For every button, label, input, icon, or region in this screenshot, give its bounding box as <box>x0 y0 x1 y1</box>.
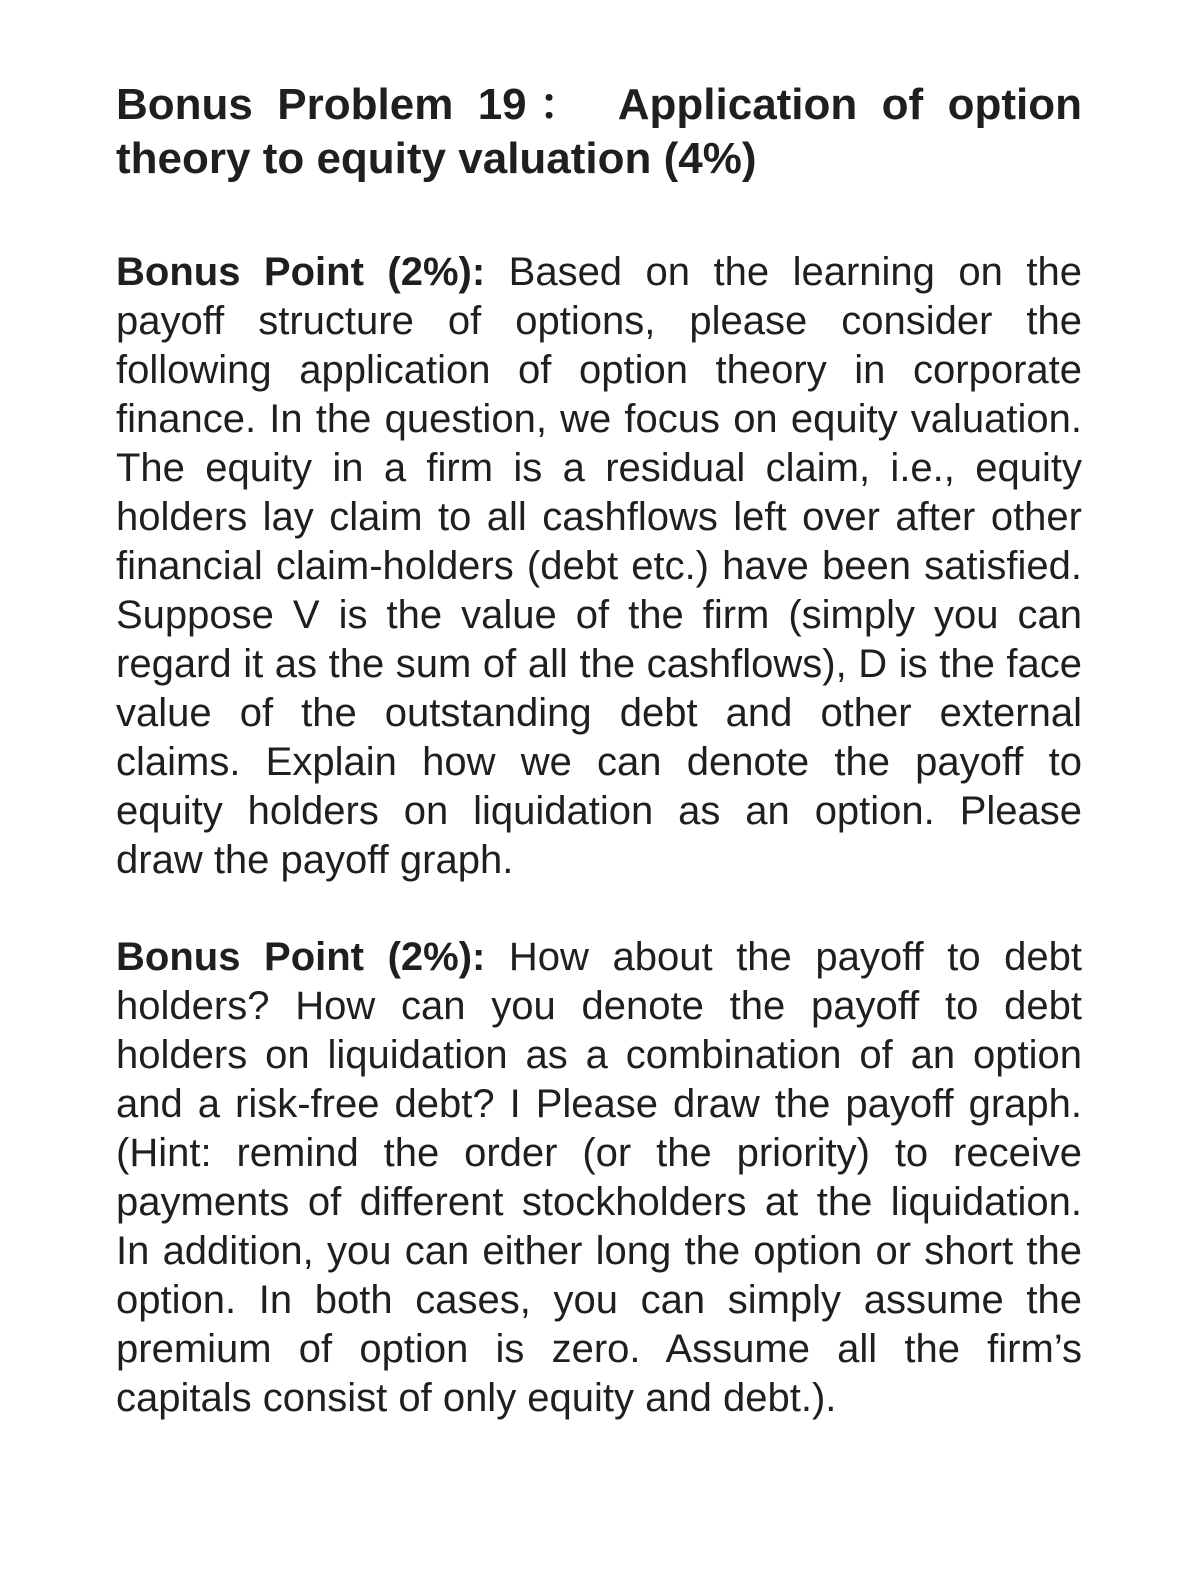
bonus-point-text: How about the payoff to debt holders? How can you denote the payoff to debt holders on liquidation as a combination of an option and a risk-free debt? I Please draw the payoff graph. (Hint: remind the order (or the priority) to receive payments of different stockholders at the liquidation. In addition, you can either long the option or short the option. In both cases, you can simply assume the premium of option is zero. Assume all the firm’s capitals consist of only equity and debt.). <box>116 935 1082 1420</box>
bonus-point-label: Bonus Point (2%): <box>116 250 486 294</box>
bonus-point-equity <box>116 248 1082 885</box>
problem-title: Bonus Problem 19： Application of option theory to equity valuation (4%) <box>116 80 1082 183</box>
bonus-point-debt <box>116 933 1082 1423</box>
bonus-point-text: Based on the learning on the payoff structure of options, please consider the following application of option theory in corporate finance. In the question, we focus on equity valuation. The equity in a firm is a residual claim, i.e., equity holders lay claim to all cashflows left over after other financial claim-holders (debt etc.) have been satisfied. Suppose V is the value of the firm (simply you can regard it as the sum of all the cashflows), D is the face value of the outstanding debt and other external claims. Explain how we can denote the payoff to equity holders on liquidation as an option. Please draw the payoff graph. <box>116 250 1082 882</box>
document-page <box>116 78 1082 1423</box>
bonus-point-label: Bonus Point (2%): <box>116 935 486 979</box>
